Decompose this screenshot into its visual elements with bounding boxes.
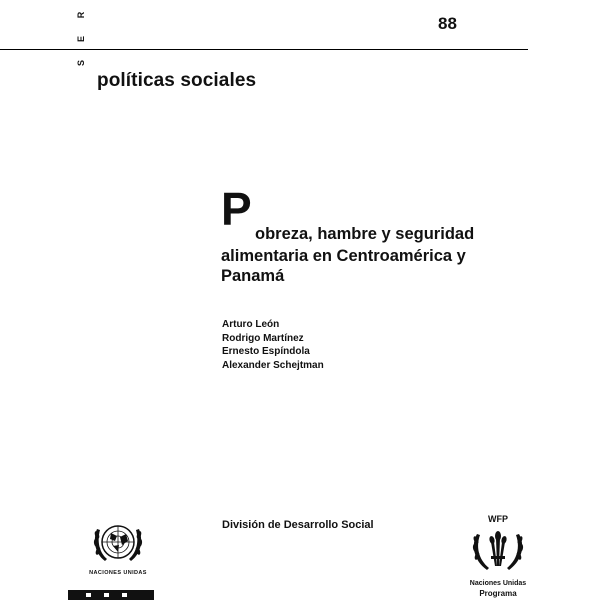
series-letter: E (76, 36, 86, 43)
wfp-line-2: Programa (479, 589, 517, 598)
series-name: políticas sociales (97, 70, 257, 91)
wfp-emblem-icon (469, 526, 527, 576)
wfp-logo (453, 514, 543, 600)
author-name: Arturo León (222, 319, 280, 330)
wfp-acronym: WFP (488, 514, 508, 524)
footer-bar (68, 590, 154, 600)
wfp-line-1: Naciones Unidas (469, 580, 527, 587)
title-line-3: Panamá (221, 267, 285, 285)
un-emblem-icon (91, 519, 145, 567)
author-list (222, 318, 324, 372)
header-divider (0, 49, 528, 50)
division-name: División de Desarrollo Social (222, 519, 374, 531)
series-number: 88 (438, 14, 457, 33)
un-caption: NACIONES UNIDAS (89, 570, 147, 576)
title-line-1: obreza, hambre y seguridad (255, 225, 475, 243)
author-name: Ernesto Espíndola (222, 346, 310, 357)
series-letter: R (76, 11, 86, 19)
title-line-2: alimentaria en Centroamérica y (221, 247, 466, 265)
series-letter: S (76, 60, 86, 67)
author-name: Rodrigo Martínez (222, 332, 304, 344)
un-logo (80, 519, 156, 581)
title-dropcap: P (221, 183, 252, 235)
author-name: Alexander Schejtman (222, 359, 324, 371)
series-vertical-label (74, 6, 88, 70)
